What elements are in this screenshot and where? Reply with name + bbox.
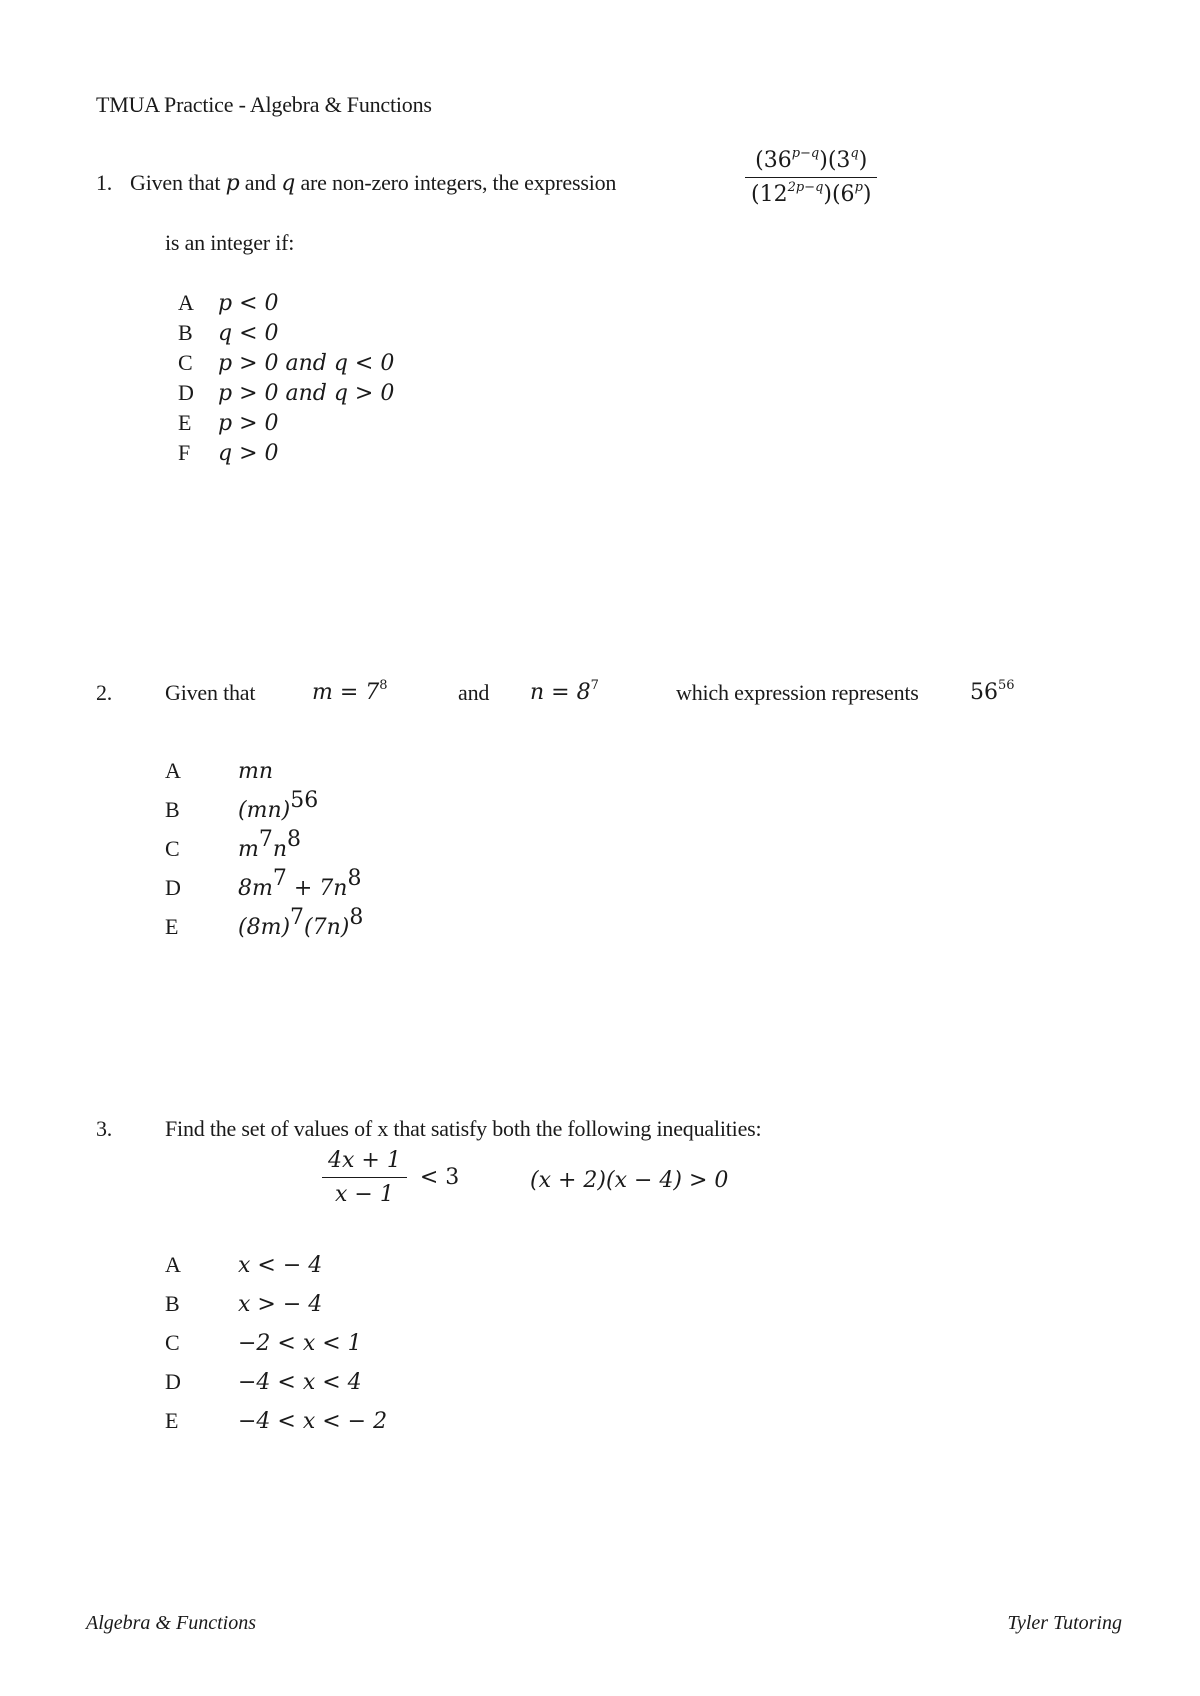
q1-text-b: are non-zero integers, the expression — [300, 170, 617, 195]
option-expression: mn — [238, 759, 274, 784]
q2-m-definition — [312, 680, 388, 705]
option-letter: A — [165, 758, 181, 783]
q2-number: 2. — [96, 680, 113, 705]
option-letter: C — [178, 350, 193, 375]
q3-option-d[interactable] — [165, 1369, 387, 1408]
option-expression: x < − 4 — [238, 1253, 323, 1278]
q2-and: and — [458, 680, 490, 705]
q1-frac-den-c: ) — [862, 182, 872, 207]
footer-left: Algebra & Functions — [86, 1612, 256, 1634]
option-expression: x > − 4 — [238, 1292, 323, 1317]
q3-stem: Find the set of values of x that satisfy both the following inequalities: — [165, 1116, 762, 1141]
option-letter: C — [165, 836, 180, 861]
q1-frac-den-b: )(6 — [823, 182, 855, 207]
q1-option-d[interactable] — [178, 380, 394, 410]
option-letter: A — [178, 290, 194, 315]
q1-stem — [130, 170, 616, 196]
q1-frac-num-c: ) — [858, 148, 868, 173]
option-exponent: 7 — [272, 866, 287, 891]
q2-option-c[interactable] — [165, 827, 363, 875]
option-expression: p < 0 — [218, 291, 279, 316]
option-letter: E — [165, 1408, 179, 1433]
q2-m-exp: 8 — [379, 678, 388, 693]
q1-options — [178, 290, 394, 470]
option-exponent: 7 — [290, 905, 305, 930]
option-exponent-2: 8 — [347, 866, 362, 891]
q1-frac-den-exp2: p — [854, 180, 863, 195]
q2-given: Given that — [165, 680, 256, 705]
option-exponent-2: 8 — [287, 827, 302, 852]
q1-text-and: and — [244, 170, 276, 195]
option-expression: p > 0 — [218, 411, 279, 436]
option-expression: (8m) — [238, 915, 291, 940]
option-letter: F — [178, 440, 191, 465]
q3-number: 3. — [96, 1116, 113, 1141]
option-exponent: 56 — [290, 788, 319, 813]
q1-option-e[interactable] — [178, 410, 394, 440]
option-letter: E — [178, 410, 192, 435]
q2-target-exp: 56 — [998, 678, 1015, 693]
q3-ineq1-denominator: x − 1 — [322, 1177, 407, 1207]
option-letter: D — [165, 875, 181, 900]
q2-option-a[interactable] — [165, 758, 363, 797]
option-letter: E — [165, 914, 179, 939]
q1-option-c[interactable] — [178, 350, 394, 380]
option-expression: m — [238, 837, 259, 862]
q2-which: which expression represents — [676, 680, 919, 705]
q3-option-e[interactable] — [165, 1408, 387, 1447]
q2-n-definition — [530, 680, 599, 705]
option-expression: (mn) — [238, 798, 291, 823]
q1-option-a[interactable] — [178, 290, 394, 320]
q2-n-exp: 7 — [590, 678, 599, 693]
option-expression: q > 0 — [218, 441, 279, 466]
q3-options — [165, 1252, 387, 1447]
q3-ineq1-numerator: 4x + 1 — [328, 1148, 401, 1173]
q1-number: 1. — [96, 170, 113, 195]
q1-frac-num-exp: p−q — [791, 146, 820, 161]
option-expression: p > 0 and q > 0 — [218, 381, 395, 406]
q2-option-e[interactable] — [165, 905, 364, 953]
q3-option-c[interactable] — [165, 1330, 387, 1369]
footer-right: Tyler Tutoring — [1007, 1612, 1122, 1634]
option-expression: −4 < x < 4 — [238, 1370, 362, 1395]
q1-frac-num-a: (36 — [755, 148, 792, 173]
option-letter: B — [165, 797, 180, 822]
option-letter: A — [165, 1252, 181, 1277]
q2-option-d[interactable] — [165, 866, 363, 914]
option-expression: 8m — [238, 876, 273, 901]
option-expression-2: (7n) — [304, 915, 350, 940]
q1-frac-num-exp2: q — [850, 146, 859, 161]
option-expression: p > 0 and q < 0 — [218, 351, 395, 376]
option-expression-2: n — [272, 837, 288, 862]
q3-ineq1-rhs: < 3 — [419, 1165, 460, 1190]
option-expression: −2 < x < 1 — [238, 1331, 362, 1356]
q2-n-expr: n = 8 — [530, 680, 591, 705]
q3-option-b[interactable] — [165, 1291, 387, 1330]
q1-text-a: Given that — [130, 170, 221, 195]
q3-inequality-2: (x + 2)(x − 4) > 0 — [530, 1168, 729, 1193]
page-title: TMUA Practice - Algebra & Functions — [96, 92, 432, 117]
q1-expression — [745, 148, 877, 207]
q2-target — [970, 680, 1015, 705]
q1-var-p: p — [225, 171, 240, 196]
q2-options — [165, 758, 363, 953]
q2-target-base: 56 — [970, 680, 998, 705]
option-letter: D — [165, 1369, 181, 1394]
q2-m-expr: m = 7 — [312, 680, 380, 705]
option-exponent: 7 — [258, 827, 273, 852]
option-exponent-2: 8 — [349, 905, 364, 930]
q1-frac-num-b: )(3 — [819, 148, 851, 173]
option-letter: B — [178, 320, 193, 345]
option-letter: B — [165, 1291, 180, 1316]
q1-frac-den-exp: 2p−q — [787, 180, 824, 195]
option-expression: q < 0 — [218, 321, 279, 346]
option-expression-2: + 7n — [286, 876, 348, 901]
q1-option-f[interactable] — [178, 440, 394, 470]
q1-option-b[interactable] — [178, 320, 394, 350]
q3-option-a[interactable] — [165, 1252, 387, 1291]
q1-continuation: is an integer if: — [165, 230, 295, 255]
q1-var-q: q — [281, 171, 296, 196]
option-expression: −4 < x < − 2 — [238, 1409, 388, 1434]
q1-frac-den-a: (12 — [751, 182, 788, 207]
q3-inequality-1 — [322, 1148, 459, 1207]
option-letter: D — [178, 380, 194, 405]
option-letter: C — [165, 1330, 180, 1355]
